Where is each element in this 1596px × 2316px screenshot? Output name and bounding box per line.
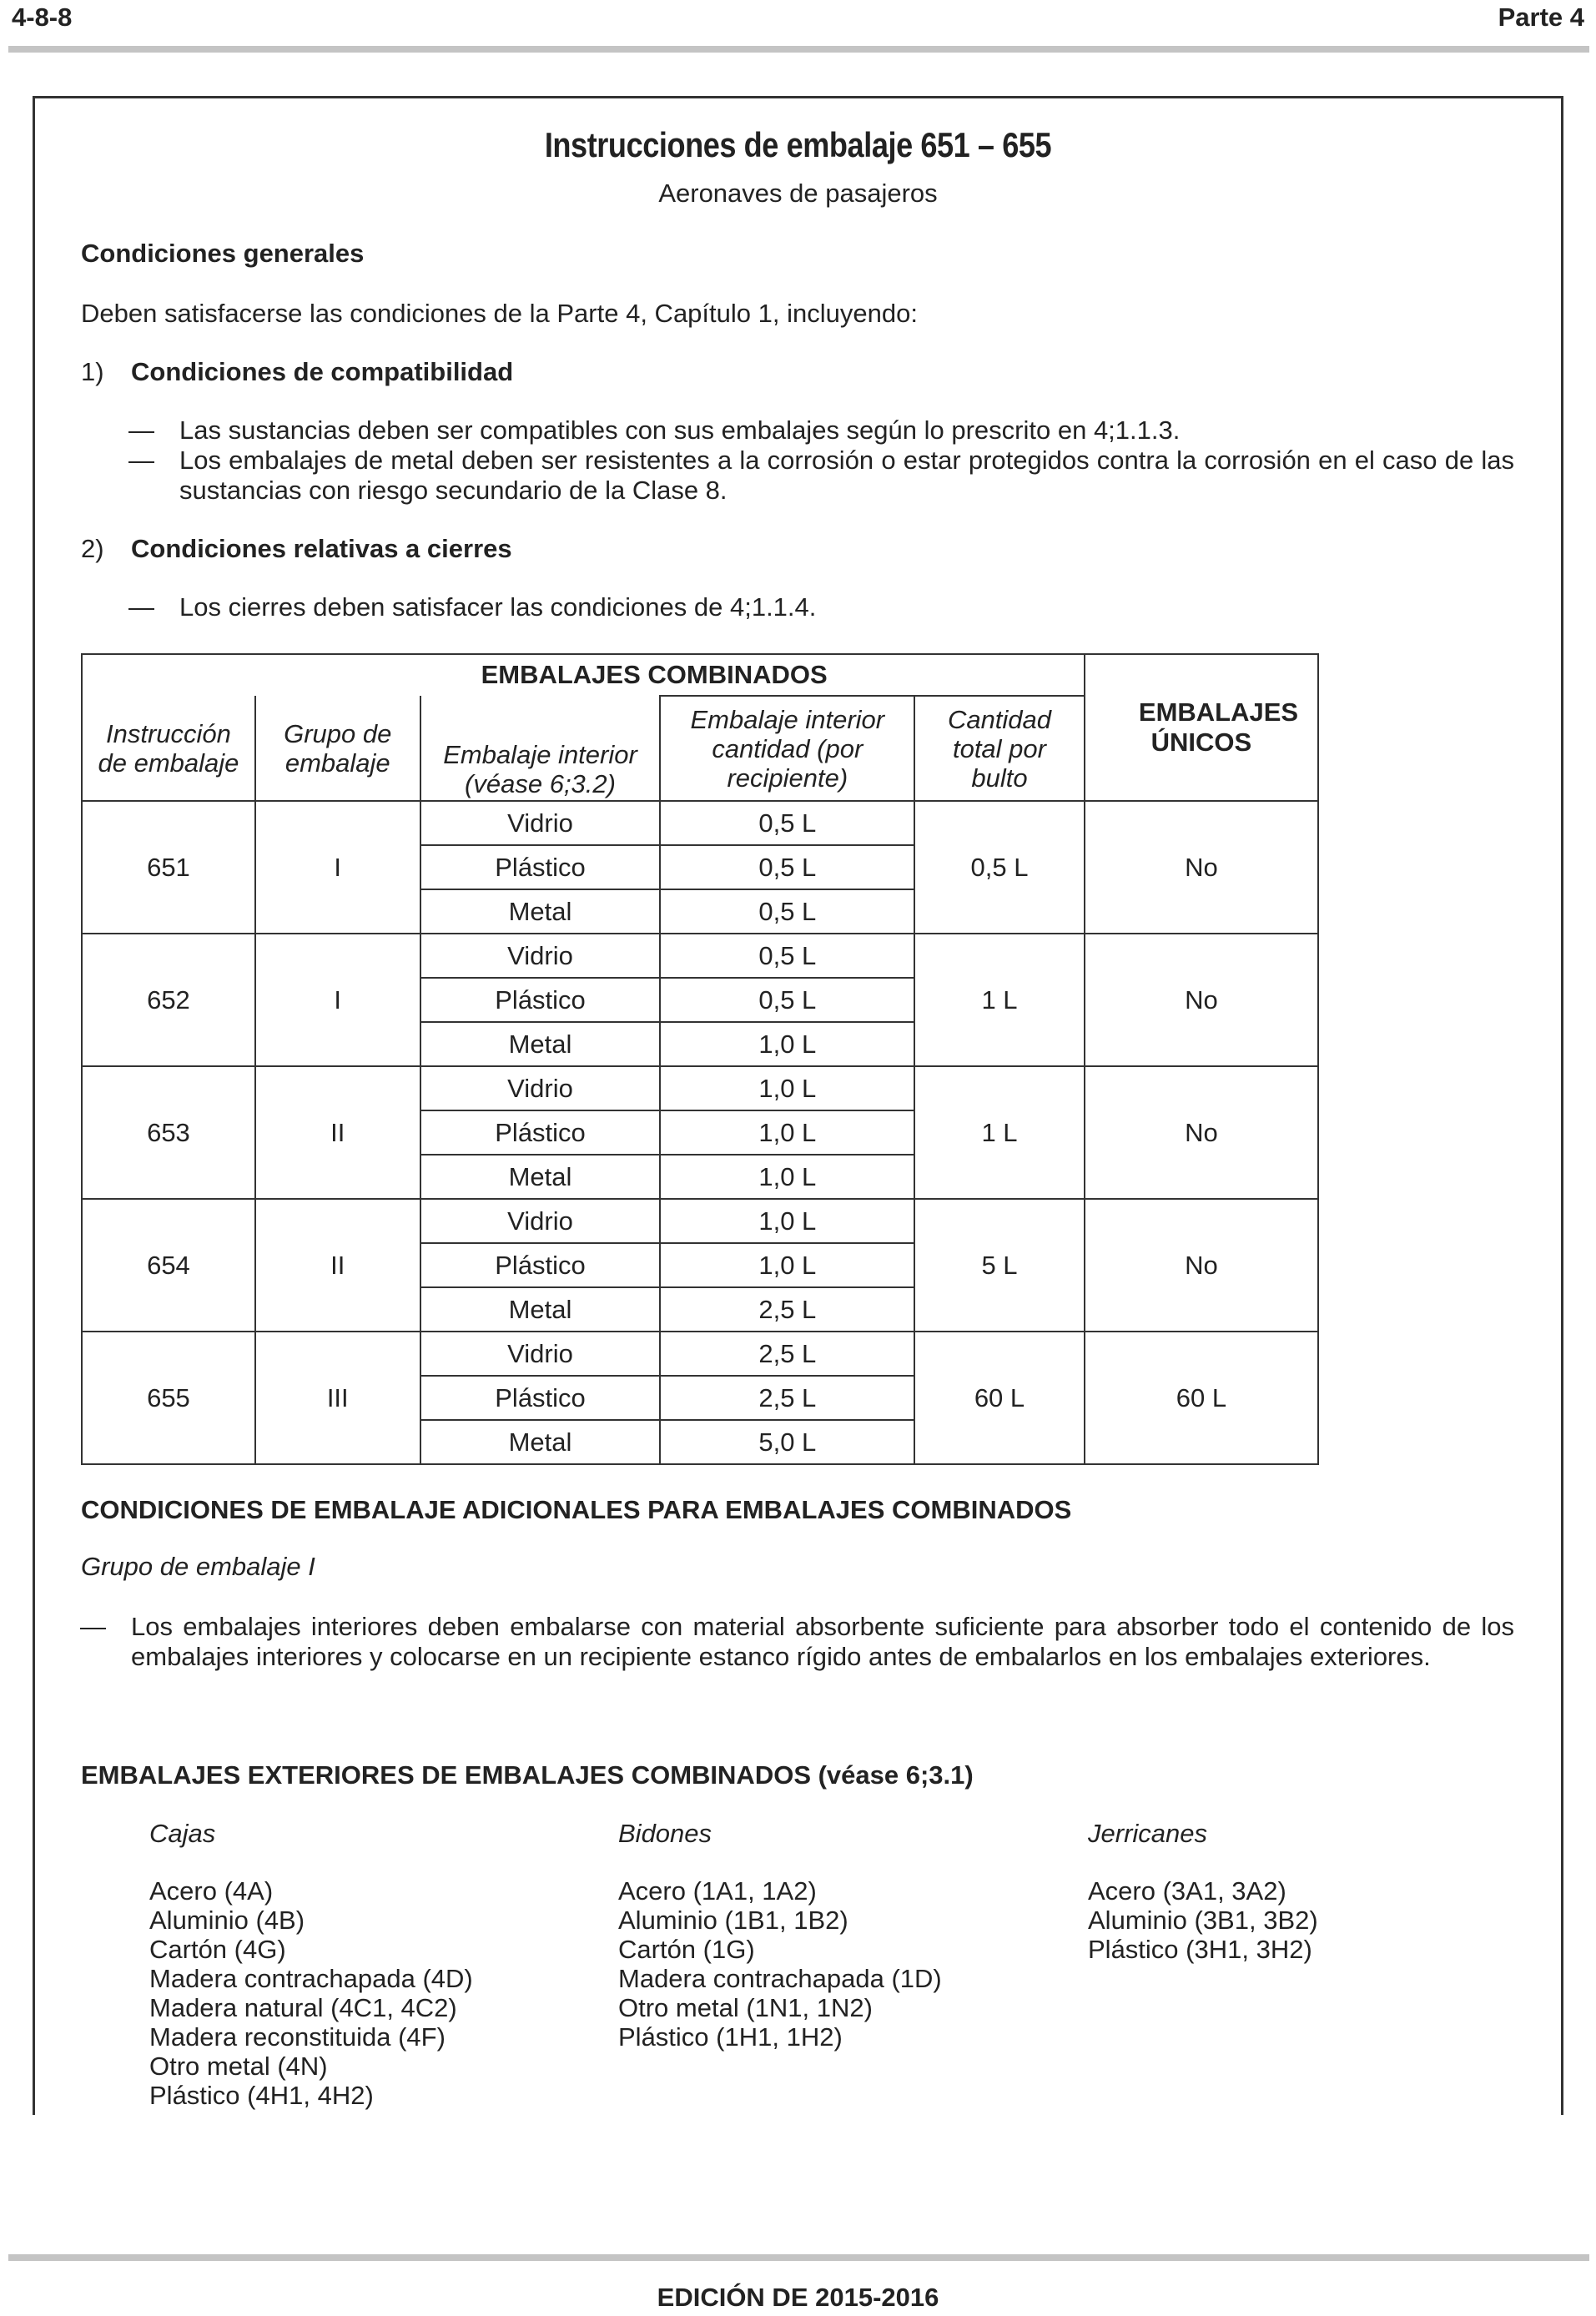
inner-col-header [420,696,661,801]
item1-number: 1) [81,357,104,386]
list-item: Otro metal (1N1, 1N2) [618,1993,873,2022]
instruction-header-text: Instrucción de embalaje [98,718,239,778]
instruction-cell: 654 [82,1199,255,1332]
inner-material-cell: Vidrio [420,801,661,845]
total-qty-cell: 1 L [914,1066,1085,1199]
list-item: Otro metal (4N) [149,2052,328,2081]
inner-material-cell: Plástico [420,978,661,1022]
total-qty-cell: 0,5 L [914,801,1085,934]
outer-column-boxes [149,1819,473,2110]
instruction-col-header [82,696,255,801]
single-packaging-cell: No [1085,801,1318,934]
single-packaging-cell: 60 L [1085,1332,1318,1464]
inner-material-cell: Plástico [420,845,661,889]
list-item: Aluminio (3B1, 3B2) [1088,1906,1318,1935]
list-item: Aluminio (1B1, 1B2) [618,1906,848,1935]
group-cell: I [255,934,420,1066]
list-item: Madera reconstituida (4F) [149,2022,446,2052]
page-subtitle: Aeronaves de pasajeros [658,179,938,208]
dash-marker: — [80,1612,106,1641]
item2-title: Condiciones relativas a cierres [131,534,512,563]
inner-qty-cell: 1,0 L [660,1110,914,1155]
inner-qty-cell: 0,5 L [660,801,914,845]
inner-material-cell: Metal [420,1022,661,1066]
page-number: 4-8-8 [12,3,73,32]
list-item: Aluminio (4B) [149,1906,305,1935]
inner-qty-cell: 1,0 L [660,1199,914,1243]
inner-qty-cell: 2,5 L [660,1376,914,1420]
total-qty-col-header [914,696,1085,801]
total-qty-cell: 1 L [914,934,1085,1066]
edition-footer: EDICIÓN DE 2015-2016 [657,2283,939,2312]
inner-material-cell: Vidrio [420,1066,661,1110]
instruction-cell: 655 [82,1332,255,1464]
group-cell: II [255,1066,420,1199]
combined-packaging-heading: EMBALAJES COMBINADOS [420,654,1085,696]
column-title: Cajas [149,1819,216,1848]
total-qty-cell: 5 L [914,1199,1085,1332]
item1-bullet-1 [128,415,1514,446]
inner-qty-cell: 1,0 L [660,1243,914,1287]
single-packaging-cell: No [1085,1066,1318,1199]
list-item: Plástico (4H1, 4H2) [149,2081,374,2110]
inner-qty-cell: 0,5 L [660,934,914,978]
inner-material-cell: Plástico [420,1243,661,1287]
inner-material-cell: Metal [420,1155,661,1199]
instruction-cell: 653 [82,1066,255,1199]
dash-marker: — [128,446,154,475]
instruction-cell: 651 [82,801,255,934]
part-label: Parte 4 [1498,3,1584,32]
column-title: Bidones [618,1819,712,1848]
packing-group-heading: Grupo de embalaje I [81,1552,315,1581]
single-header-text: EMBALAJES ÚNICOS [1138,697,1299,757]
list-item: Acero (1A1, 1A2) [618,1876,817,1906]
inner-material-cell: Vidrio [420,1199,661,1243]
group-cell: I [255,801,420,934]
list-item: Acero (3A1, 3A2) [1088,1876,1286,1906]
inner-qty-cell: 1,0 L [660,1155,914,1199]
item1-title: Condiciones de compatibilidad [131,357,514,386]
inner-material-cell: Vidrio [420,934,661,978]
inner-qty-cell: 5,0 L [660,1420,914,1464]
additional-heading: CONDICIONES DE EMBALAJE ADICIONALES PARA EMBALAJES COMBINADOS [81,1495,1072,1524]
general-heading: Condiciones generales [81,239,365,268]
inner-qty-cell: 2,5 L [660,1332,914,1376]
outer-column-drums [618,1819,942,2052]
additional-bullet [80,1612,1514,1672]
inner-material-cell: Plástico [420,1376,661,1420]
footer-rule [8,2254,1589,2261]
list-item: Plástico (1H1, 1H2) [618,2022,843,2052]
instruction-cell: 652 [82,934,255,1066]
bullet-text: Los embalajes interiores deben embalarse con material absorbente suficiente para absorber todo el contenido de los embalajes interiores y colocarse en un recipiente estanco rígido antes de embalarlos en los embalajes exteriores. [131,1612,1514,1671]
dash-marker: — [128,592,154,622]
page-title: Instrucciones de embalaje 651 – 655 [544,125,1052,164]
list-item: Madera natural (4C1, 4C2) [149,1993,457,2022]
inner-qty-cell: 1,0 L [660,1066,914,1110]
total-qty-cell: 60 L [914,1332,1085,1464]
item2-number: 2) [81,534,104,563]
header-blank [82,654,255,696]
item1-bullet-2 [128,446,1514,506]
inner-qty-cell: 0,5 L [660,845,914,889]
inner-material-cell: Plástico [420,1110,661,1155]
general-intro: Deben satisfacerse las condiciones de la Parte 4, Capítulo 1, incluyendo: [81,299,918,328]
inner-qty-cell: 0,5 L [660,889,914,934]
packing-table [81,653,1319,1465]
single-packaging-cell: No [1085,1199,1318,1332]
inner-material-cell: Vidrio [420,1332,661,1376]
inner-qty-col-header [660,696,914,801]
inner-material-cell: Metal [420,1287,661,1332]
list-item: Cartón (1G) [618,1935,755,1964]
group-cell: II [255,1199,420,1332]
bullet-text: Los cierres deben satisfacer las condiciones de 4;1.1.4. [179,592,817,622]
bullet-text: Los embalajes de metal deben ser resistentes a la corrosión o estar protegidos contra la corrosión en el caso de las sustancias con riesgo secundario de la Clase 8. [179,446,1514,505]
single-packaging-header [1085,654,1318,801]
group-col-header [255,696,420,801]
list-item: Madera contrachapada (1D) [618,1964,942,1993]
inner-material-cell: Metal [420,889,661,934]
item2-bullet-1 [128,592,1514,622]
column-title: Jerricanes [1088,1819,1207,1848]
dash-marker: — [128,415,154,445]
group-cell: III [255,1332,420,1464]
header-blank [255,654,420,696]
list-item: Cartón (4G) [149,1935,286,1964]
list-item: Plástico (3H1, 3H2) [1088,1935,1312,1964]
bullet-text: Las sustancias deben ser compatibles con sus embalajes según lo prescrito en 4;1.1.3. [179,415,1181,445]
single-packaging-cell: No [1085,934,1318,1066]
list-item: Acero (4A) [149,1876,274,1906]
inner-header-text: Embalaje interior (véase 6;3.2) [443,740,637,798]
inner-qty-cell: 0,5 L [660,978,914,1022]
inner-qty-header-text: Embalaje interior cantidad (por recipiente) [690,704,885,793]
total-qty-header-text: Cantidad total por bulto [947,704,1052,793]
outer-column-jerricans [1088,1819,1318,1964]
list-item: Madera contrachapada (4D) [149,1964,473,1993]
outer-heading: EMBALAJES EXTERIORES DE EMBALAJES COMBINADOS (véase 6;3.1) [81,1760,974,1790]
inner-qty-cell: 1,0 L [660,1022,914,1066]
inner-material-cell: Metal [420,1420,661,1464]
header-rule [8,46,1589,53]
group-header-text: Grupo de embalaje [284,718,392,778]
inner-qty-cell: 2,5 L [660,1287,914,1332]
